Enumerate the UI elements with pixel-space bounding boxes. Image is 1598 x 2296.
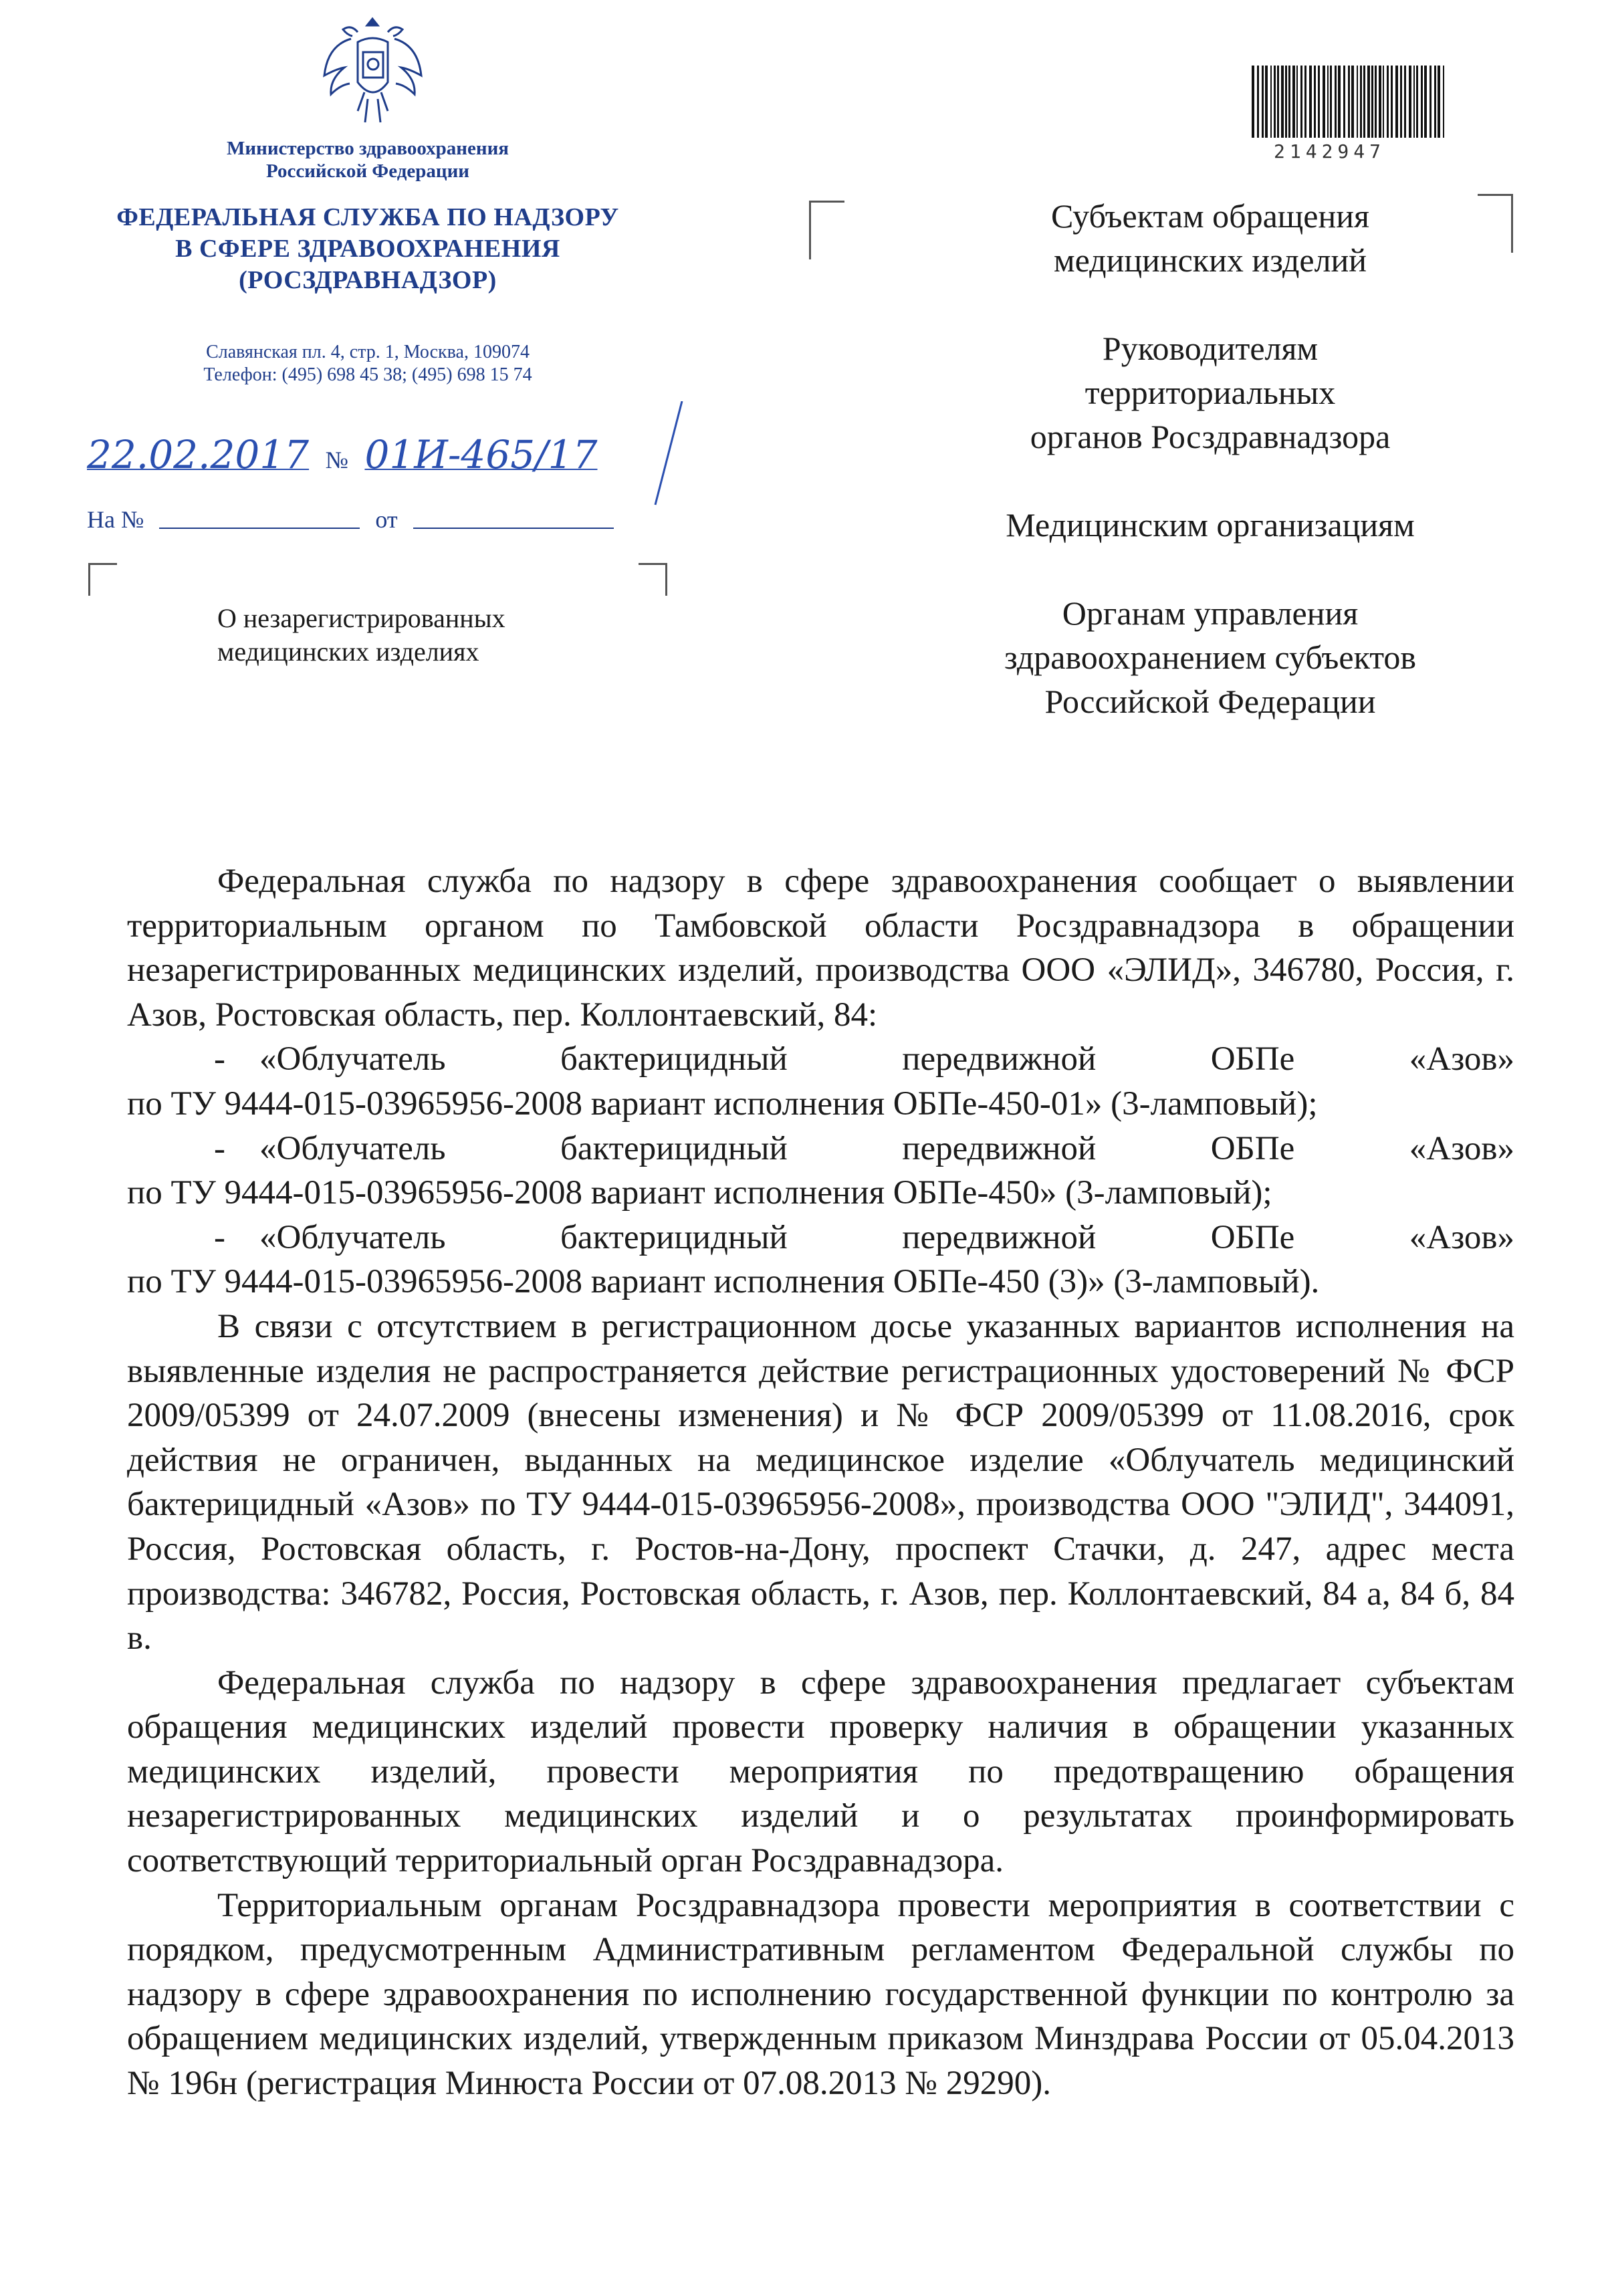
barcode-bar (1409, 66, 1411, 138)
reply-reference (87, 505, 623, 534)
barcode-bar (1357, 66, 1358, 138)
addressee-line: органов Росздравнадзора (1030, 418, 1391, 455)
service-name (74, 202, 662, 296)
barcode-bar (1375, 66, 1377, 138)
addressee-block (909, 503, 1511, 547)
barcode-bar (1270, 66, 1272, 138)
barcode-bar (1367, 66, 1370, 138)
service-line: В СФЕРЕ ЗДРАВООХРАНЕНИЯ (175, 235, 560, 263)
barcode-bar (1252, 66, 1254, 138)
barcode-bar (1391, 66, 1393, 138)
handwritten-slash (642, 401, 695, 508)
reply-date-field (413, 528, 614, 529)
addressee-line: территориальных (1085, 374, 1336, 411)
barcode-bar (1314, 66, 1316, 138)
list-item-continuation: по ТУ 9444-015-03965956-2008 вариант исполнения ОБПе-450 (3)» (3-ламповый). (127, 1263, 1320, 1301)
barcode-bar (1404, 66, 1406, 138)
barcode-bar (1387, 66, 1389, 138)
barcode-bar (1348, 66, 1350, 138)
barcode-bar (1300, 66, 1302, 138)
service-line: ФЕДЕРАЛЬНАЯ СЛУЖБА ПО НАДЗОРУ (116, 203, 619, 231)
addressee-line: здравоохранением субъектов (1004, 639, 1417, 676)
list-item: - «Облучатель бактерицидный передвижной ОБПе «Азов» (214, 1040, 1514, 1078)
barcode-number: 2142947 (1274, 140, 1386, 162)
barcode-bar (1323, 66, 1325, 138)
barcode-bar (1330, 66, 1332, 138)
barcode-bar (1318, 66, 1320, 138)
barcode-bar (1443, 66, 1444, 138)
list-item: - «Облучатель бактерицидный передвижной ОБПе «Азов» (214, 1218, 1514, 1256)
barcode-bar (1438, 66, 1440, 138)
barcode-bar (1277, 66, 1279, 138)
barcode-bar (1296, 66, 1298, 138)
subject-line: О незарегистрированных (217, 603, 505, 633)
reply-from-label: от (375, 506, 398, 533)
subject-bracket-left (88, 563, 117, 596)
addressee-line: Российской Федерации (1044, 683, 1376, 720)
barcode-bar (1379, 66, 1381, 138)
handwritten-date: 22.02.2017 (87, 432, 310, 477)
addressee-line: Медицинским организациям (1006, 506, 1415, 544)
barcode-bar (1371, 66, 1373, 138)
ministry-line: Министерство здравоохранения (227, 138, 509, 159)
barcode-bar (1351, 66, 1354, 138)
body-paragraph: Федеральная служба по надзору в сфере здравоохранения предлагает субъектам обращения медицинских изделий провести проверку наличия в обращении указанных медицинских изделий, провести мероприятия по предотвращению обращения незарегистрированных медицинских изделий и о результатах проинформировать соответствующий территориальный орган Росздравнадзора. (127, 1663, 1514, 1880)
addressee-block (909, 326, 1511, 459)
ministry-name (87, 137, 649, 183)
barcode-bar (1281, 66, 1284, 138)
barcode-bar (1309, 66, 1312, 138)
letter-body (127, 859, 1514, 2106)
barcode-bar (1424, 66, 1427, 138)
addressee-block (909, 194, 1511, 282)
barcode-bar (1395, 66, 1398, 138)
barcode-bar (1288, 66, 1290, 138)
body-paragraph: Федеральная служба по надзору в сфере здравоохранения сообщает о выявлении территориальным органом по Тамбовской области Росздравнадзора в обращении незарегистрированных медицинских изделий, производства ООО «ЭЛИД», 346780, Россия, г. Азов, Ростовская область, пер. Коллонтаевский, 84: (127, 863, 1514, 1034)
barcode-bar (1285, 66, 1287, 138)
number-sign: № (325, 447, 348, 473)
barcode-bar (1335, 66, 1337, 138)
service-line: (РОСЗДРАВНАДЗОР) (239, 266, 497, 294)
subject-line: медицинских изделиях (217, 637, 479, 667)
ministry-line: Российской Федерации (265, 160, 469, 182)
barcode-bar (1413, 66, 1415, 138)
barcode-bar (1434, 66, 1436, 138)
barcode-bar (1343, 66, 1345, 138)
addressee-list (909, 194, 1511, 768)
barcode (1249, 64, 1450, 139)
letter-subject (217, 602, 505, 669)
barcode-bar (1274, 66, 1276, 138)
addressee-line: Субъектам обращения (1051, 197, 1369, 235)
list-item: - «Облучатель бактерицидный передвижной ОБПе «Азов» (214, 1129, 1514, 1167)
barcode-bar (1262, 66, 1264, 138)
barcode-bar (1363, 66, 1365, 138)
barcode-bar (1421, 66, 1423, 138)
body-paragraph: Территориальным органам Росздравнадзора провести мероприятия в соответствии с порядком, предусмотренным Административным регламентом Федеральной службы по надзору в сфере здравоохранения по исполнению государственной функции по контролю за обращением медицинских изделий, утвержденным приказом Минздрава России от 05.04.2013 № 196н (регистрация Минюста России от 07.08.2013 № 29290). (127, 1886, 1514, 2103)
outgoing-date-number (87, 431, 597, 483)
addressee-line: медицинских изделий (1053, 241, 1367, 279)
addressee-line: Руководителям (1102, 330, 1319, 367)
barcode-bar (1292, 66, 1295, 138)
coat-of-arms-icon (318, 12, 428, 129)
barcode-bar (1338, 66, 1341, 138)
barcode-bar (1304, 66, 1306, 138)
body-paragraph: В связи с отсутствием в регистрационном досье указанных вариантов исполнения на выявленные изделия не распространяется действие регистрационных удостоверений № ФСР 2009/05399 от 24.07.2009 (внесены изменения) и № ФСР 2009/05399 от 11.08.2016, срок действия не ограничен, выданных на медицинское изделие «Облучатель медицинский бактерицидный «Азов» по ТУ 9444-015-03965956-2008», производства ООО "ЭЛИД", 344091, Россия, Ростовская область, г. Ростов-на-Дону, проспект Стачки, д. 247, адрес места производства: 346782, Россия, Ростовская область, г. Азов, пер. Коллонтаевский, 84 а, 84 б, 84 в. (127, 1307, 1514, 1657)
reply-number-field (159, 528, 360, 529)
list-item-continuation: по ТУ 9444-015-03965956-2008 вариант исполнения ОБПе-450» (3-ламповый); (127, 1174, 1272, 1212)
service-address (74, 341, 662, 386)
barcode-bar (1383, 66, 1384, 138)
addressee-bracket-left (809, 201, 844, 259)
addressee-line: Органам управления (1062, 594, 1359, 632)
barcode-bar (1400, 66, 1402, 138)
barcode-bar (1257, 66, 1259, 138)
barcode-bar (1416, 66, 1418, 138)
subject-bracket-right (639, 563, 667, 596)
address-line: Телефон: (495) 698 45 38; (495) 698 15 74 (203, 364, 532, 385)
barcode-bar (1360, 66, 1362, 138)
address-line: Славянская пл. 4, стр. 1, Москва, 109074 (206, 342, 530, 362)
handwritten-number: 01И-465/17 (364, 432, 598, 477)
reply-number-label: На № (87, 506, 144, 533)
list-item-continuation: по ТУ 9444-015-03965956-2008 вариант исполнения ОБПе-450-01» (3-ламповый); (127, 1084, 1318, 1123)
barcode-bar (1327, 66, 1329, 138)
addressee-block (909, 591, 1511, 723)
barcode-bar (1430, 66, 1432, 138)
barcode-bar (1265, 66, 1268, 138)
